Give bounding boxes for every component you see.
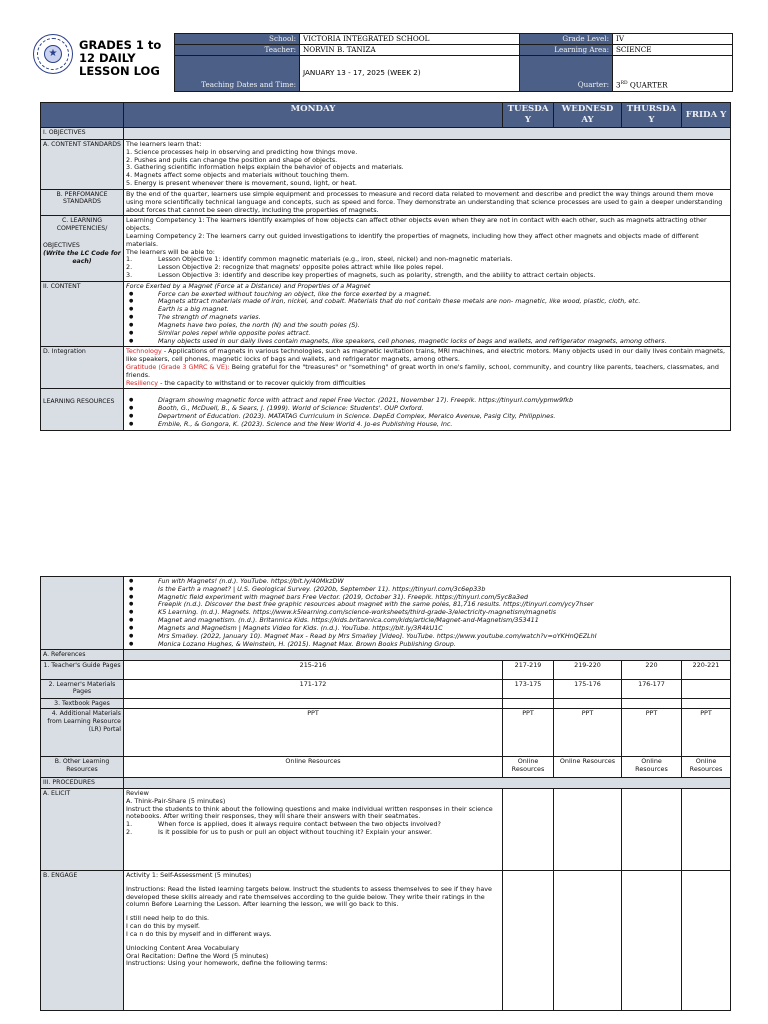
content-bullets xyxy=(126,291,728,346)
integration-cell xyxy=(124,347,731,389)
additional-materials-wednesday: PPT xyxy=(554,709,622,757)
performance-standards-text: By the end of the quarter, learners use simple equipment and processes to measure and record data related to movement and describe and predict the way things around them move using more scientifically technical language and concepts, such as speed and force. They demonstrate an understanding that science processes are used to gain a deeper understanding about forces that cannot be seen directly, including the properties of magnets. xyxy=(124,189,731,215)
content-standard-item: 1. Science processes help in observing and predicting how things move. xyxy=(126,147,358,156)
elicit-monday xyxy=(124,789,503,871)
teachers-guide-label: 1. Teacher's Guide Pages xyxy=(41,660,124,679)
learning-area-value: SCIENCE xyxy=(613,45,733,56)
resources-continued-label xyxy=(41,577,124,650)
vocab-line: Unlocking Content Area Vocabulary xyxy=(126,943,240,952)
lm-pages-friday xyxy=(682,679,731,698)
lesson-plan-table-page-1 xyxy=(40,102,731,431)
other-resources-label: B. Other Learning Resources xyxy=(41,757,124,778)
learning-area-label: Learning Area: xyxy=(520,45,613,56)
lm-pages-monday: 171-172 xyxy=(124,679,503,698)
additional-materials-friday: PPT xyxy=(682,709,731,757)
other-resources-thursday: Online Resources xyxy=(622,757,682,778)
lm-pages-tuesday: 173-175 xyxy=(503,679,554,698)
elicit-question: 1. When force is applied, does it always require contact between the two objects involved? xyxy=(126,820,441,829)
objectives-label: OBJECTIVES xyxy=(43,242,80,250)
additional-materials-thursday: PPT xyxy=(622,709,682,757)
content-bullet: ● Magnets have two poles, the north (N) and the south poles (S). xyxy=(126,322,728,330)
elicit-thursday xyxy=(622,789,682,871)
competencies-cell xyxy=(124,216,731,282)
lm-pages-wednesday: 175-176 xyxy=(554,679,622,698)
engage-wednesday xyxy=(554,871,622,1011)
performance-standards-label: B. PERFOMANCE STANDARDS xyxy=(41,189,124,215)
resource-item: ● Monica Lozano Hughes, & Weinstein, H. (2015). Magnet Max. Brown Books Publishing Group. xyxy=(126,641,728,649)
textbook-pages-thursday xyxy=(622,698,682,709)
tg-pages-friday: 220-221 xyxy=(682,660,731,679)
other-resources-friday: Online Resources xyxy=(682,757,731,778)
school-label: School: xyxy=(175,34,300,45)
engage-tuesday xyxy=(503,871,554,1011)
learning-competency-2: Learning Competency 2: The learners carry out guided investigations to identify the properties of magnets, including how they affect other magnets and objects made of different materials. xyxy=(126,231,699,248)
other-resources-tuesday: Online Resources xyxy=(503,757,554,778)
deped-seal-logo: ★ xyxy=(33,34,73,74)
content-bullet: ● Many objects used in our daily lives contain magnets, like speakers, cell phones, magnetic locks of bags and wallets, and refrigerator magnets, among others. xyxy=(126,338,728,346)
day-header-monday: MONDAY xyxy=(124,103,503,128)
engage-activity: Activity 1: Self-Assessment (5 minutes) xyxy=(126,871,252,879)
quarter-text: QUARTER xyxy=(627,80,668,90)
vocab-line: Instructions: Using your homework, define the following terms: xyxy=(126,959,328,968)
textbook-pages-label: 3. Textbook Pages xyxy=(41,698,124,709)
lesson-objective-item: 3. Lesson Objective 3: identify and describe key properties of magnets, such as polarity, strength, and the ability to attract certain objects. xyxy=(126,271,596,279)
learning-competency-1: Learning Competency 1: The learners identify examples of how objects can affect other objects even when they are not in contact with each other, such as magnets attracting other objects. xyxy=(126,216,707,233)
learning-resources-label: LEARNING RESOURCES xyxy=(41,389,124,430)
quarter-label: Quarter: xyxy=(520,56,613,92)
content-standard-item: 5. Energy is present whenever there is movement, sound, light, or heat. xyxy=(126,179,357,188)
quarter-ordinal: RD xyxy=(620,80,628,86)
other-resources-wednesday: Online Resources xyxy=(554,757,622,778)
engage-friday xyxy=(682,871,731,1011)
lesson-objectives-list xyxy=(126,256,728,279)
dates-value: JANUARY 13 - 17, 2025 (WEEK 2) xyxy=(300,56,520,92)
day-header-friday: FRIDA Y xyxy=(682,103,731,128)
lesson-log-header xyxy=(33,33,732,91)
engage-instructions: Instructions: Read the listed learning targets below. Instruct the students to assess themselves to see if they have developed these skills already and rate themselves according to the guide below. They write their ratings in the column Before Learning the Lesson. After learning the lesson, we will go back to this. xyxy=(126,884,492,909)
day-header-tuesday: TUESDA Y xyxy=(503,103,554,128)
objectives-heading: I. OBJECTIVES xyxy=(41,128,124,140)
tg-pages-wednesday: 219-220 xyxy=(554,660,622,679)
content-title: Force Exerted by a Magnet (Force at a Distance) and Properties of a Magnet xyxy=(126,281,371,290)
content-standards-cell xyxy=(124,140,731,190)
textbook-pages-monday xyxy=(124,698,503,709)
engage-scale-item: I can do this by myself. xyxy=(126,922,200,931)
elicit-friday xyxy=(682,789,731,871)
references-label: A. References xyxy=(41,650,124,661)
engage-scale-item: I still need help to do this. xyxy=(126,914,210,923)
content-bullet: ● Similar poles repel while opposite poles attract. xyxy=(126,330,728,338)
procedures-band xyxy=(124,778,731,789)
tg-pages-thursday: 220 xyxy=(622,660,682,679)
day-header-thursday: THURSDA Y xyxy=(622,103,682,128)
able-intro: The learners will be able to: xyxy=(126,247,215,256)
elicit-question: 2. Is it possible for us to push or pull an object without touching it? Explain your answer. xyxy=(126,828,432,837)
resource-item: ● Freepik (n.d.). Discover the best free graphic resources about magnet with the same poles, 81,716 results. https://tinyurl.com/ycy7hser xyxy=(126,601,728,609)
grade-value: IV xyxy=(613,34,733,45)
resource-item: ● Magnetic field experiment with magnet bars Free Vector. (2019, October 31). Freepik. https://tinyurl.com/5yc8a3ed xyxy=(126,594,728,602)
resources-continued-list xyxy=(126,578,728,648)
resource-item: ● K5 Learning. (n.d.). Magnets. https://www.k5learning.com/science-worksheets/third-grade-3/electricity-magnetism/magnetis xyxy=(126,609,728,617)
content-bullet: ● Magnets attract materials made of iron, nickel, and cobalt. Materials that do not contain these metals are non- magnetic, like wood, plastic, cloth, etc. xyxy=(126,298,728,306)
resource-item: ● Is the Earth a magnet? | U.S. Geological Survey. (2020b, September 11). https://tinyurl.com/3c6ep33b xyxy=(126,586,728,594)
resource-item: ● Magnets and Magnetism | Magnets Video for Kids. (n.d.). YouTube. https://bit.ly/3R4kU1C xyxy=(126,625,728,633)
elicit-label: A. ELICIT xyxy=(41,789,124,871)
elicit-questions xyxy=(126,821,500,837)
textbook-pages-wednesday xyxy=(554,698,622,709)
references-band xyxy=(124,650,731,661)
integration-technology: Technology - Applications of magnets in various technologies, such as magnetic levitation trains, MRI machines, and electric motors. Many objects used in our daily lives contain magnets, like speakers, cell phones, magnetic locks of bags and wallets, and refrigerator magnets, among others. xyxy=(126,347,725,364)
learning-resources-cell xyxy=(124,389,731,430)
dates-label: Teaching Dates and Time: xyxy=(175,56,300,92)
elicit-tuesday xyxy=(503,789,554,871)
content-bullet: ● Earth is a big magnet. xyxy=(126,306,728,314)
elicit-line: Review xyxy=(126,789,149,797)
day-header-wednesday: WEDNESD AY xyxy=(554,103,622,128)
resource-item: ● Fun with Magnets! (n.d.). YouTube. https://bit.ly/40MkzDW xyxy=(126,578,728,586)
teacher-value: NORVIN B. TANIZA xyxy=(300,45,520,56)
additional-materials-label: 4. Additional Materials from Learning Resource (LR) Portal xyxy=(41,709,124,757)
resource-item: ● Mrs Smalley. (2022, January 10). Magnet Max - Read by Mrs Smalley [Video]. YouTube. https://www.youtube.com/watch?v=oYKHnQEZLhI xyxy=(126,633,728,641)
resource-item: ● Magnet and magnetism. (n.d.). Britannica Kids. https://kids.britannica.com/kids/article/Magnet-and-Magnetism/353411 xyxy=(126,617,728,625)
integration-label: D. Integration xyxy=(41,347,124,389)
content-standard-item: 3. Gathering scientific information helps explain the behavior of objects and materials. xyxy=(126,163,404,172)
elicit-line: A. Think-Pair-Share (5 minutes) xyxy=(126,796,226,805)
engage-scale-item: I ca n do this by myself and in different ways. xyxy=(126,929,272,938)
elicit-line: Instruct the students to think about the following questions and make individual written responses in their science notebooks. After writing their responses, they will share their answers with their seatmates. xyxy=(126,804,493,821)
content-standard-item: 4. Magnets affect some objects and materials without touching them. xyxy=(126,171,350,180)
engage-label: B. ENGAGE xyxy=(41,871,124,1011)
resource-item: ● Department of Education. (2023). MATATAG Curriculum in Science. DepEd Complex, Meralco Avenue, Pasig City, Philippines. xyxy=(126,413,728,421)
resource-item: ● Diagram showing magnetic force with attract and repel Free Vector. (2021, November 17). Freepik. https://tinyurl.com/ypmw9fkb xyxy=(126,397,728,405)
day-header-blank xyxy=(41,103,124,128)
lesson-objective-item: 1. Lesson Objective 1: identify common magnetic materials (e.g., iron, steel, nickel) and non-magnetic materials. xyxy=(126,255,513,264)
additional-materials-monday: PPT xyxy=(124,709,503,757)
integration-gratitude: Gratitude (Grade 3 GMRC & VE): Being grateful for the "treasures" or "something" of great worth in one's family, school, community, and country like parents, teachers, classmates, and friends. xyxy=(126,362,719,379)
lesson-plan-table-page-2 xyxy=(40,576,731,1011)
header-info-table xyxy=(174,33,733,92)
content-bullet: ● Force can be exerted without touching an object, like the force exerted by a magnet. xyxy=(126,291,728,299)
school-value: VICTORIA INTEGRATED SCHOOL xyxy=(300,34,520,45)
quarter-number: 3 xyxy=(616,80,621,90)
additional-materials-tuesday: PPT xyxy=(503,709,554,757)
lm-pages-thursday: 176-177 xyxy=(622,679,682,698)
content-standard-item: 2. Pushes and pulls can change the position and shape of objects. xyxy=(126,155,338,164)
content-label: II. CONTENT xyxy=(41,281,124,347)
competencies-label-cell xyxy=(41,216,124,282)
engage-monday xyxy=(124,871,503,1011)
content-cell xyxy=(124,281,731,347)
elicit-wednesday xyxy=(554,789,622,871)
lesson-objective-item: 2. Lesson Objective 2: recognize that magnets' opposite poles attract while like poles repel. xyxy=(126,263,444,272)
competencies-label: C. LEARNING COMPETENCIES/ xyxy=(56,217,108,232)
content-standards-intro: The learners learn that: xyxy=(126,140,202,148)
engage-thursday xyxy=(622,871,682,1011)
vocab-line: Oral Recitation: Define the Word (5 minutes) xyxy=(126,951,269,960)
textbook-pages-friday xyxy=(682,698,731,709)
objectives-heading-band xyxy=(124,128,731,140)
integration-resiliency: Resiliency - the capacity to withstand or to recover quickly from difficulties xyxy=(126,378,366,387)
content-standards-label: A. CONTENT STANDARDS xyxy=(41,140,124,190)
learners-materials-label: 2. Learner's Materials Pages xyxy=(41,679,124,698)
tg-pages-monday: 215-216 xyxy=(124,660,503,679)
other-resources-monday: Online Resources xyxy=(124,757,503,778)
resource-item: ● Booth, G., McDuell, B., & Sears, J. (1999). World of Science: Students'. OUP Oxford. xyxy=(126,405,728,413)
procedures-label: III. PROCEDURES xyxy=(41,778,124,789)
tg-pages-tuesday: 217-219 xyxy=(503,660,554,679)
quarter-value xyxy=(613,56,733,92)
learning-resources-list xyxy=(126,397,728,428)
document-title: GRADES 1 to 12 DAILY LESSON LOG xyxy=(79,38,162,78)
teacher-label: Teacher: xyxy=(175,45,300,56)
resource-item: ● Embile, R., & Gongora, K. (2023). Science and the New World 4. Jo-es Publishing House, Inc. xyxy=(126,421,728,429)
resources-continued-cell xyxy=(124,577,731,650)
lc-code-note: (Write the LC Code for each) xyxy=(43,250,121,265)
textbook-pages-tuesday xyxy=(503,698,554,709)
content-bullet: ● The strength of magnets varies. xyxy=(126,314,728,322)
grade-label: Grade Level: xyxy=(520,34,613,45)
